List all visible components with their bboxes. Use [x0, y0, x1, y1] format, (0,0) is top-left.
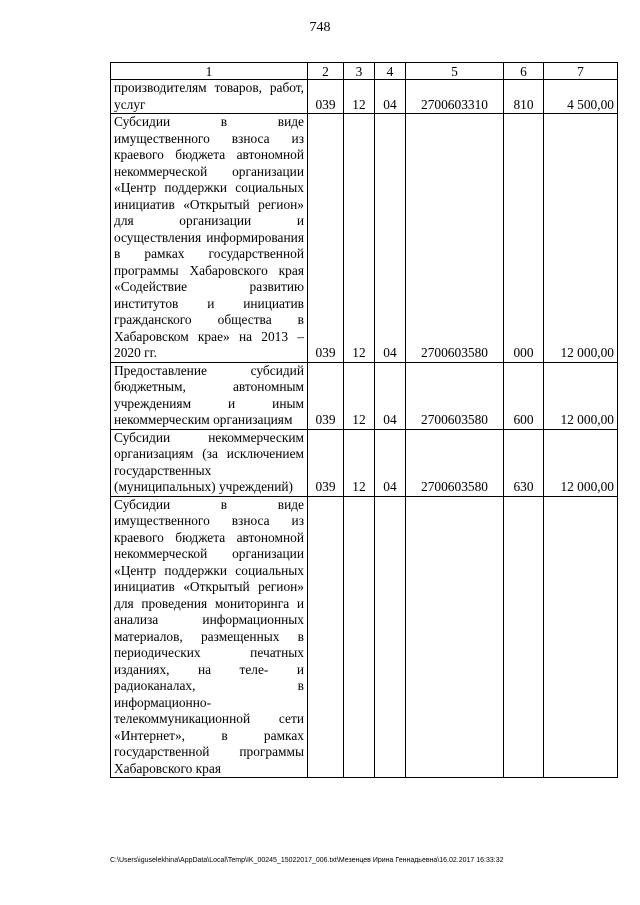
target-article-code: [406, 496, 504, 778]
table-row: [111, 362, 618, 429]
subsection-code: 04: [375, 429, 406, 496]
page-number: 748: [309, 20, 331, 35]
target-article-code: 2700603580: [406, 362, 504, 429]
subsection-code: 04: [375, 114, 406, 363]
table-header-row: [111, 63, 618, 80]
ministry-code: 039: [308, 114, 344, 363]
column-header: 7: [544, 63, 618, 80]
target-article-code: 2700603580: [406, 114, 504, 363]
ministry-code: [308, 496, 344, 778]
table-row: [111, 114, 618, 363]
column-header: 1: [111, 63, 308, 80]
amount: 12 000,00: [544, 114, 618, 363]
target-article-code: 2700603310: [406, 80, 504, 114]
column-header: 4: [375, 63, 406, 80]
row-name: Субсидии в виде имущественного взноса из краевого бюджета автономной некоммерческой организации «Центр поддержки социальных инициатив «Открытый регион» для организации и осуществления информирования в рамках государственной программы Хабаровского края «Содействие развитию институтов и инициатив гражданского общества в Хабаровском крае» на 2013 – 2020 гг.: [111, 114, 308, 363]
expense-type-code: [504, 496, 544, 778]
row-name: Предоставление субсидий бюджетным, автономным учреждениям и иным некоммерческим организациям: [111, 362, 308, 429]
section-code: 12: [344, 114, 375, 363]
section-code: 12: [344, 80, 375, 114]
row-name: Субсидии в виде имущественного взноса из краевого бюджета автономной некоммерческой организации «Центр поддержки социальных инициатив «Открытый регион» для проведения мониторинга и анализа информационных материалов, размещенных в периодических печатных изданиях, на теле- и радиоканалах, в информационно-телекоммуникационной сети «Интернет», в рамках государственной программы Хабаровского края: [111, 496, 308, 778]
column-header: 2: [308, 63, 344, 80]
amount: 12 000,00: [544, 429, 618, 496]
subsection-code: 04: [375, 362, 406, 429]
column-header: 6: [504, 63, 544, 80]
ministry-code: 039: [308, 80, 344, 114]
row-name: Субсидии некоммерческим организациям (за исключением государственных (муниципальных) учреждений): [111, 429, 308, 496]
expense-type-code: 630: [504, 429, 544, 496]
amount: 12 000,00: [544, 362, 618, 429]
expense-type-code: 000: [504, 114, 544, 363]
target-article-code: 2700603580: [406, 429, 504, 496]
table-row: [111, 429, 618, 496]
amount: [544, 496, 618, 778]
budget-table: [110, 62, 618, 778]
row-name: производителям товаров, работ, услуг: [111, 80, 308, 114]
column-header: 5: [406, 63, 504, 80]
subsection-code: 04: [375, 80, 406, 114]
section-code: [344, 496, 375, 778]
table-row: [111, 496, 618, 778]
table-row: [111, 80, 618, 114]
expense-type-code: 600: [504, 362, 544, 429]
section-code: 12: [344, 362, 375, 429]
section-code: 12: [344, 429, 375, 496]
expense-type-code: 810: [504, 80, 544, 114]
ministry-code: 039: [308, 429, 344, 496]
column-header: 3: [344, 63, 375, 80]
file-path-footer: C:\Users\iguselekhina\AppData\Local\Temp\IK_00245_15022017_006.txt\Мезенцев Ирина Геннадьевна\16.02.2017 16:33:32: [110, 857, 504, 864]
amount: 4 500,00: [544, 80, 618, 114]
ministry-code: 039: [308, 362, 344, 429]
subsection-code: [375, 496, 406, 778]
